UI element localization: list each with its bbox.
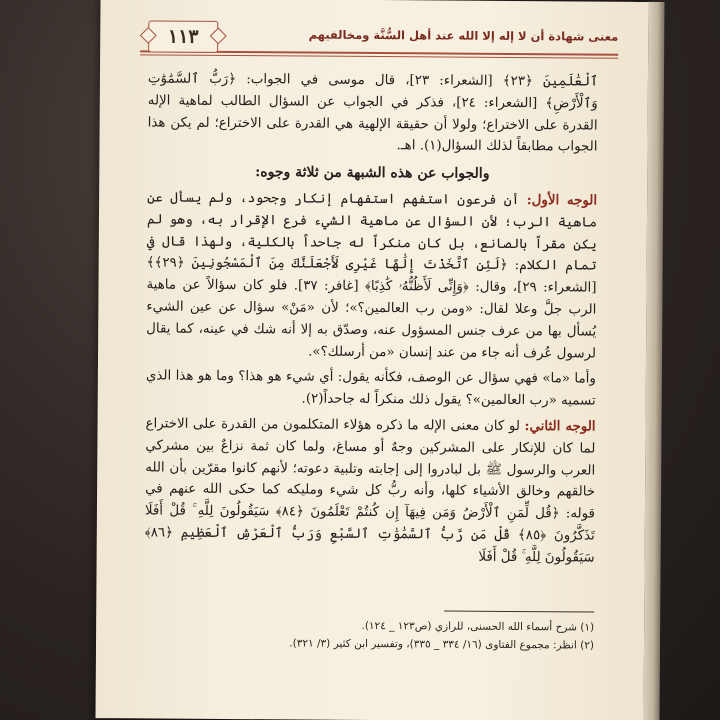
page-number-frame (148, 20, 218, 52)
wajh-2-text: لو كان معنى الإله ما ذكره هؤلاء المتكلمون من القدرة على الاختراع لما كان للإنكار على المشركين وجهٌ أو مساغ، ولما كان ثمة نزاعٌ بين مشركي العرب والرسول ﷺ بل لبادروا إلى إجابته وتلبية دعوته؛ لأنهم كانوا مقرّين بأن الله خالقهم وخالق الأشياء كلها، وأنه ربُّ كل شيء ومليكه كما حكى الله عنهم في قوله: ﴿قُل لِّمَنِ ٱلْأَرْضُ وَمَن فِيهَآ إِن كُنتُمْ تَعْلَمُونَ ﴿٨٤﴾ سَيَقُولُونَ لِلَّهِ ۚ قُلْ أَفَلَا تَذَكَّرُونَ ﴿٨٥﴾ قُلْ مَن رَّبُّ ٱلسَّمَٰوَٰتِ ٱلسَّبْعِ وَرَبُّ ٱلْعَرْشِ ٱلْعَظِيمِ ﴿٨٦﴾ سَيَقُولُونَ لِلَّهِ ۚ قُلْ أَفَلَا (144, 416, 596, 566)
section-heading: والجواب عن هذه الشبهة من ثلاثة وجوه: (255, 164, 490, 183)
running-title: معنى شهادة أن لا إله إلا الله عند أهل السُّنَّة ومخالفيهم (308, 27, 619, 44)
paragraph-1: ٱلْعَٰلَمِينَ ﴿٢٣﴾ [الشعراء: ٢٣]، قال موسى في الجواب: ﴿رَبُّ ٱلسَّمَٰوَٰتِ وَٱلْأَرْضِ﴾ [الشعراء: ٢٤]، فذكر في الجواب عن السؤال الطالب لماهية الإله القدرة على الاختراع؛ ولولا أن حقيقة الإلهية هي القدرة على الاختراع؛ لم يكن هذا الجواب مطابقاً لذلك السؤال(١). اهـ. (147, 71, 598, 155)
page-number: ١١٣ (167, 25, 199, 48)
paragraph-wajh-1 (146, 187, 597, 365)
paragraph-wajh-2 (145, 413, 596, 569)
footnotes (144, 615, 594, 654)
wajh-2-label: الوجه الثاني: (524, 418, 596, 435)
wajh-1-label: الوجه الأول: (526, 192, 598, 209)
page-edge (643, 2, 664, 720)
footnote-rule (444, 611, 594, 613)
footnote-1: (١) شرح أسماء الله الحسنى، للرازي (ص١٢٣ _ ١٢٤). (361, 619, 595, 634)
page-header (140, 26, 618, 59)
footnote-2: (٢) انظر: مجموع الفتاوى (١٦/ ٣٣٤ _ ٣٣٥)، وتفسير ابن كثير (٣/ ٣٢١). (289, 637, 595, 652)
book-page (95, 0, 648, 720)
wajh-1-text: أن فرعون استفهم استفهام إنكار وجحود، ولم يسأل عن ماهية الرب؛ لأن السؤال عن ماهية الشيء فرع الإقرار به، وهو لم يكن مقراً بالصانع، بل كان منكراً له جاحداً بالكلية، ولهذا قال في تمام الكلام: ﴿لَئِنِ ٱتَّخَذْتَ إِلَٰهًا غَيْرِى لَأَجْعَلَنَّكَ مِنَ ٱلْمَسْجُونِينَ ﴿٢٩﴾﴾ [الشعراء: ٢٩]، وقال: ﴿وَإِنِّى لَأَظُنُّهُۥ كَٰذِبًا﴾ [غافر: ٣٧]. فلو كان سؤالاً عن ماهية الرب جلَّ وعلا لقال: «ومن رب العالمين؟»؛ لأن «مَنْ» سؤال عن عين الشيء يُسأل بها من عرف جنس المسؤول عنه، وصدّق به إلا أنه شك في عينه، كما يقال لرسول عُرف أنه جاء من عند إنسان «من أرسلك؟». (146, 190, 598, 362)
body-text (145, 68, 598, 573)
paragraph-3: وأما «ما» فهي سؤال عن الوصف، فكأنه يقول: أي شيء هو هذا؟ وما هو هذا الذي تسميه «رب العالمين»؟ يقول ذلك منكراً له جاحداً(٢). (145, 368, 596, 409)
